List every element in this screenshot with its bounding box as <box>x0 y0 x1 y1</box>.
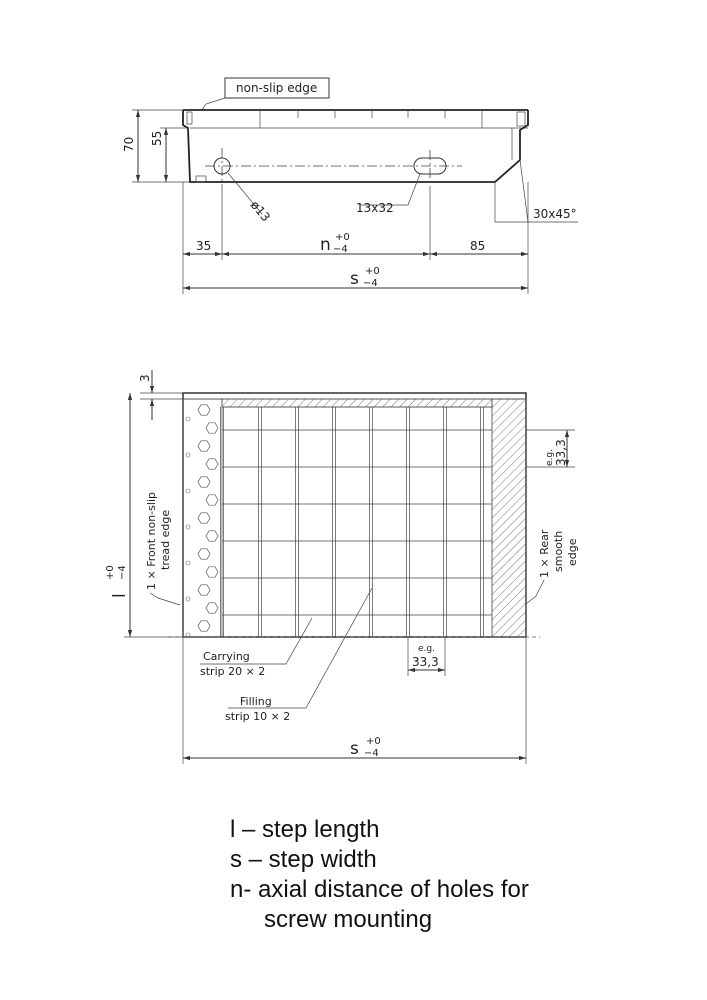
rear-edge-label-2: smooth <box>552 530 565 572</box>
hex-tread <box>206 459 218 469</box>
carrying-strip-label-2: strip 20 × 2 <box>200 665 266 678</box>
rear-smooth-edge <box>492 399 526 637</box>
pitch-value-bottom: 33,3 <box>412 655 439 669</box>
dim-s-top: s <box>350 269 359 289</box>
dim-85: 85 <box>470 239 486 253</box>
hex-tread <box>198 621 210 631</box>
carrying-strip-label-1: Carrying <box>203 650 250 663</box>
hex-edge-dot <box>186 597 190 601</box>
front-edge-label-2: tread edge <box>159 509 172 570</box>
dim-s-bottom: s <box>350 739 359 759</box>
dim-slot: 13x32 <box>356 201 394 215</box>
hex-tread <box>206 531 218 541</box>
dim-l-tol-plus: +0 <box>105 565 116 580</box>
legend-line-l: l – step length <box>230 816 380 843</box>
hex-tread <box>206 423 218 433</box>
dim-s-top-tol-minus: −4 <box>363 278 378 289</box>
plan-view <box>105 370 579 764</box>
legend-line-n: n- axial distance of holes for <box>230 876 529 903</box>
rear-edge-label-1: 1 × Rear <box>538 529 551 578</box>
dim-chamfer: 30x45° <box>533 207 577 221</box>
pitch-value-right: 33,3 <box>554 439 568 466</box>
hex-edge-dot <box>186 453 190 457</box>
nonslip-callout-label: non-slip edge <box>236 81 318 95</box>
top-ribs <box>260 110 482 128</box>
filling-strip-label-1: Filling <box>240 695 272 708</box>
dim-s-top-tol-plus: +0 <box>365 266 380 277</box>
dim-l: l <box>110 593 130 598</box>
grating-grid <box>221 407 493 637</box>
dim-n: n <box>320 235 331 255</box>
hex-tread <box>206 495 218 505</box>
dim-l-tol-minus: −4 <box>117 565 128 580</box>
dim-3: 3 <box>138 374 152 382</box>
hex-tread <box>206 603 218 613</box>
dim-35: 35 <box>196 239 212 253</box>
hex-tread <box>206 567 218 577</box>
legend-line-s: s – step width <box>230 846 377 873</box>
filling-strip-label-2: strip 10 × 2 <box>225 710 291 723</box>
dim-s-bottom-tol-plus: +0 <box>366 736 381 747</box>
hex-tread <box>198 513 210 523</box>
hex-edge-dot <box>186 525 190 529</box>
nonslip-hex-pattern <box>186 405 218 637</box>
pitch-eg-bottom: e.g. <box>418 644 435 654</box>
hex-tread <box>198 441 210 451</box>
side-section-view <box>122 78 578 294</box>
hex-tread <box>198 585 210 595</box>
rear-edge-label-3: edge <box>566 538 579 566</box>
legend <box>230 815 529 935</box>
dim-phi13: ø13 <box>247 197 273 225</box>
hex-edge-dot <box>186 561 190 565</box>
dim-n-tol-minus: −4 <box>333 244 348 255</box>
hex-edge-dot <box>186 417 190 421</box>
dim-70: 70 <box>122 136 136 152</box>
hex-tread <box>198 405 210 415</box>
dim-n-tol-plus: +0 <box>335 232 350 243</box>
hex-edge-dot <box>186 489 190 493</box>
hex-tread <box>198 477 210 487</box>
front-nonslip-edge <box>183 399 222 637</box>
dim-s-bottom-tol-minus: −4 <box>364 748 379 759</box>
dim-55: 55 <box>150 130 164 146</box>
hex-tread <box>198 549 210 559</box>
legend-line-n-cont: screw mounting <box>264 906 433 933</box>
pitch-eg-right: e.g. <box>545 449 555 466</box>
front-edge-label-1: 1 × Front non-slip <box>145 492 158 590</box>
